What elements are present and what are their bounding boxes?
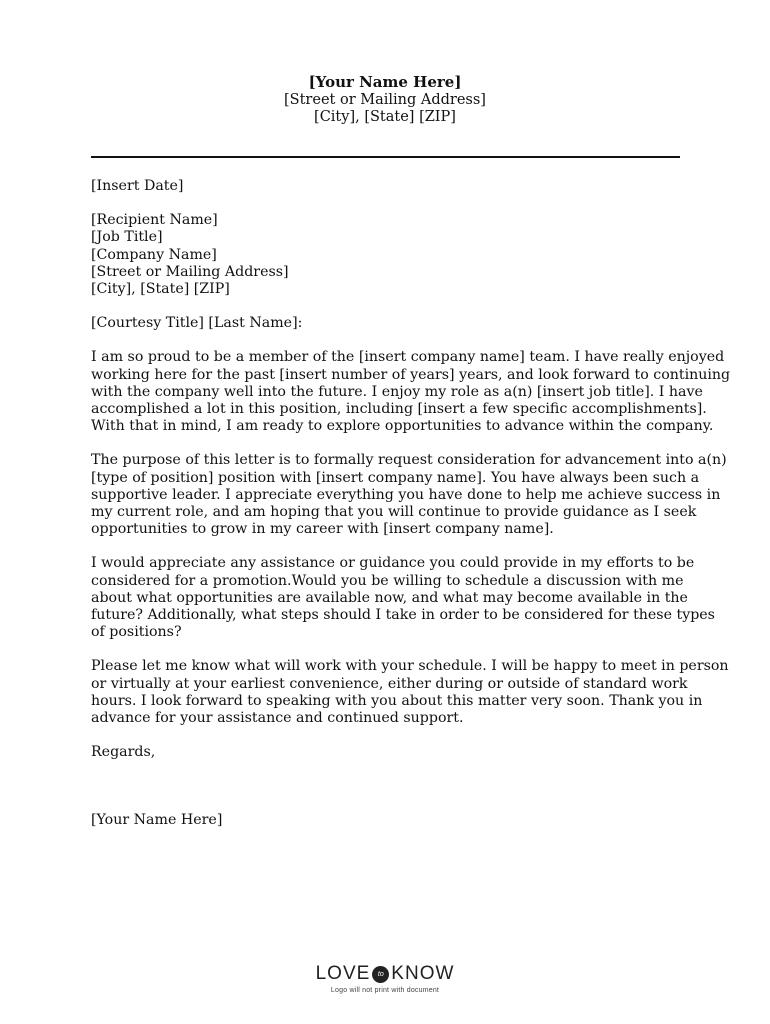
- recipient-job-title: [Job Title]: [91, 229, 163, 246]
- paragraph-2: The purpose of this letter is to formally request consideration for advancement into a(n) [type of position] position with [insert company name]. You have always been such a supportive leader. I appreciate everything you have done to help me achieve success in my current role, and am hoping that you will continue to provide guidance as I seek opportunities to grow in my career with [insert company name].: [91, 452, 727, 538]
- logo-text-love: LOVE: [315, 963, 371, 984]
- paragraph-3: I would appreciate any assistance or guidance you could provide in my efforts to be considered for a promotion.Would you be willing to schedule a discussion with me about what opportunities are available now, and what may become available in the future? Additionally, what steps should I take in order to be considered for these types of positions?: [91, 555, 715, 641]
- recipient-city-state-zip: [City], [State] [ZIP]: [91, 281, 230, 298]
- paragraph-4: Please let me know what will work with your schedule. I will be happy to meet in person or virtually at your earliest convenience, either during or outside of standard work hours. I look forward to speaking with you about this matter very soon. Thank you in advance for your assistance and continued support.: [91, 658, 729, 727]
- signature-space: [91, 761, 691, 812]
- header-divider: [91, 156, 680, 158]
- recipient-block: [91, 212, 691, 298]
- sender-address: [Street or Mailing Address]: [284, 91, 486, 108]
- footer: [0, 963, 770, 994]
- logo-to-badge-icon: to: [372, 966, 389, 983]
- letter-body: [91, 178, 731, 847]
- lovetoknow-logo: [316, 963, 455, 985]
- recipient-address: [Street or Mailing Address]: [91, 263, 289, 280]
- logo-print-note: Logo will not print with document: [330, 987, 440, 994]
- recipient-name: [Recipient Name]: [91, 212, 218, 229]
- closing: Regards,: [91, 744, 156, 761]
- letter-date: [Insert Date]: [91, 178, 184, 194]
- sender-city-state-zip: [City], [State] [ZIP]: [314, 109, 456, 125]
- letterhead: [0, 74, 770, 127]
- signature-name: [Your Name Here]: [91, 812, 223, 829]
- logo-text-know: KNOW: [391, 963, 455, 984]
- recipient-company: [Company Name]: [91, 246, 217, 263]
- salutation: [Courtesy Title] [Last Name]:: [91, 315, 303, 332]
- sender-name: [Your Name Here]: [308, 73, 462, 91]
- paragraph-1: I am so proud to be a member of the [insert company name] team. I have really enjoyed working here for the past [insert number of years] years, and look forward to continuing with the company well into the future. I enjoy my role as a(n) [insert job title]. I have accomplished a lot in this position, including [insert a few specific accomplishments]. With that in mind, I am ready to explore opportunities to advance within the company.: [91, 349, 731, 435]
